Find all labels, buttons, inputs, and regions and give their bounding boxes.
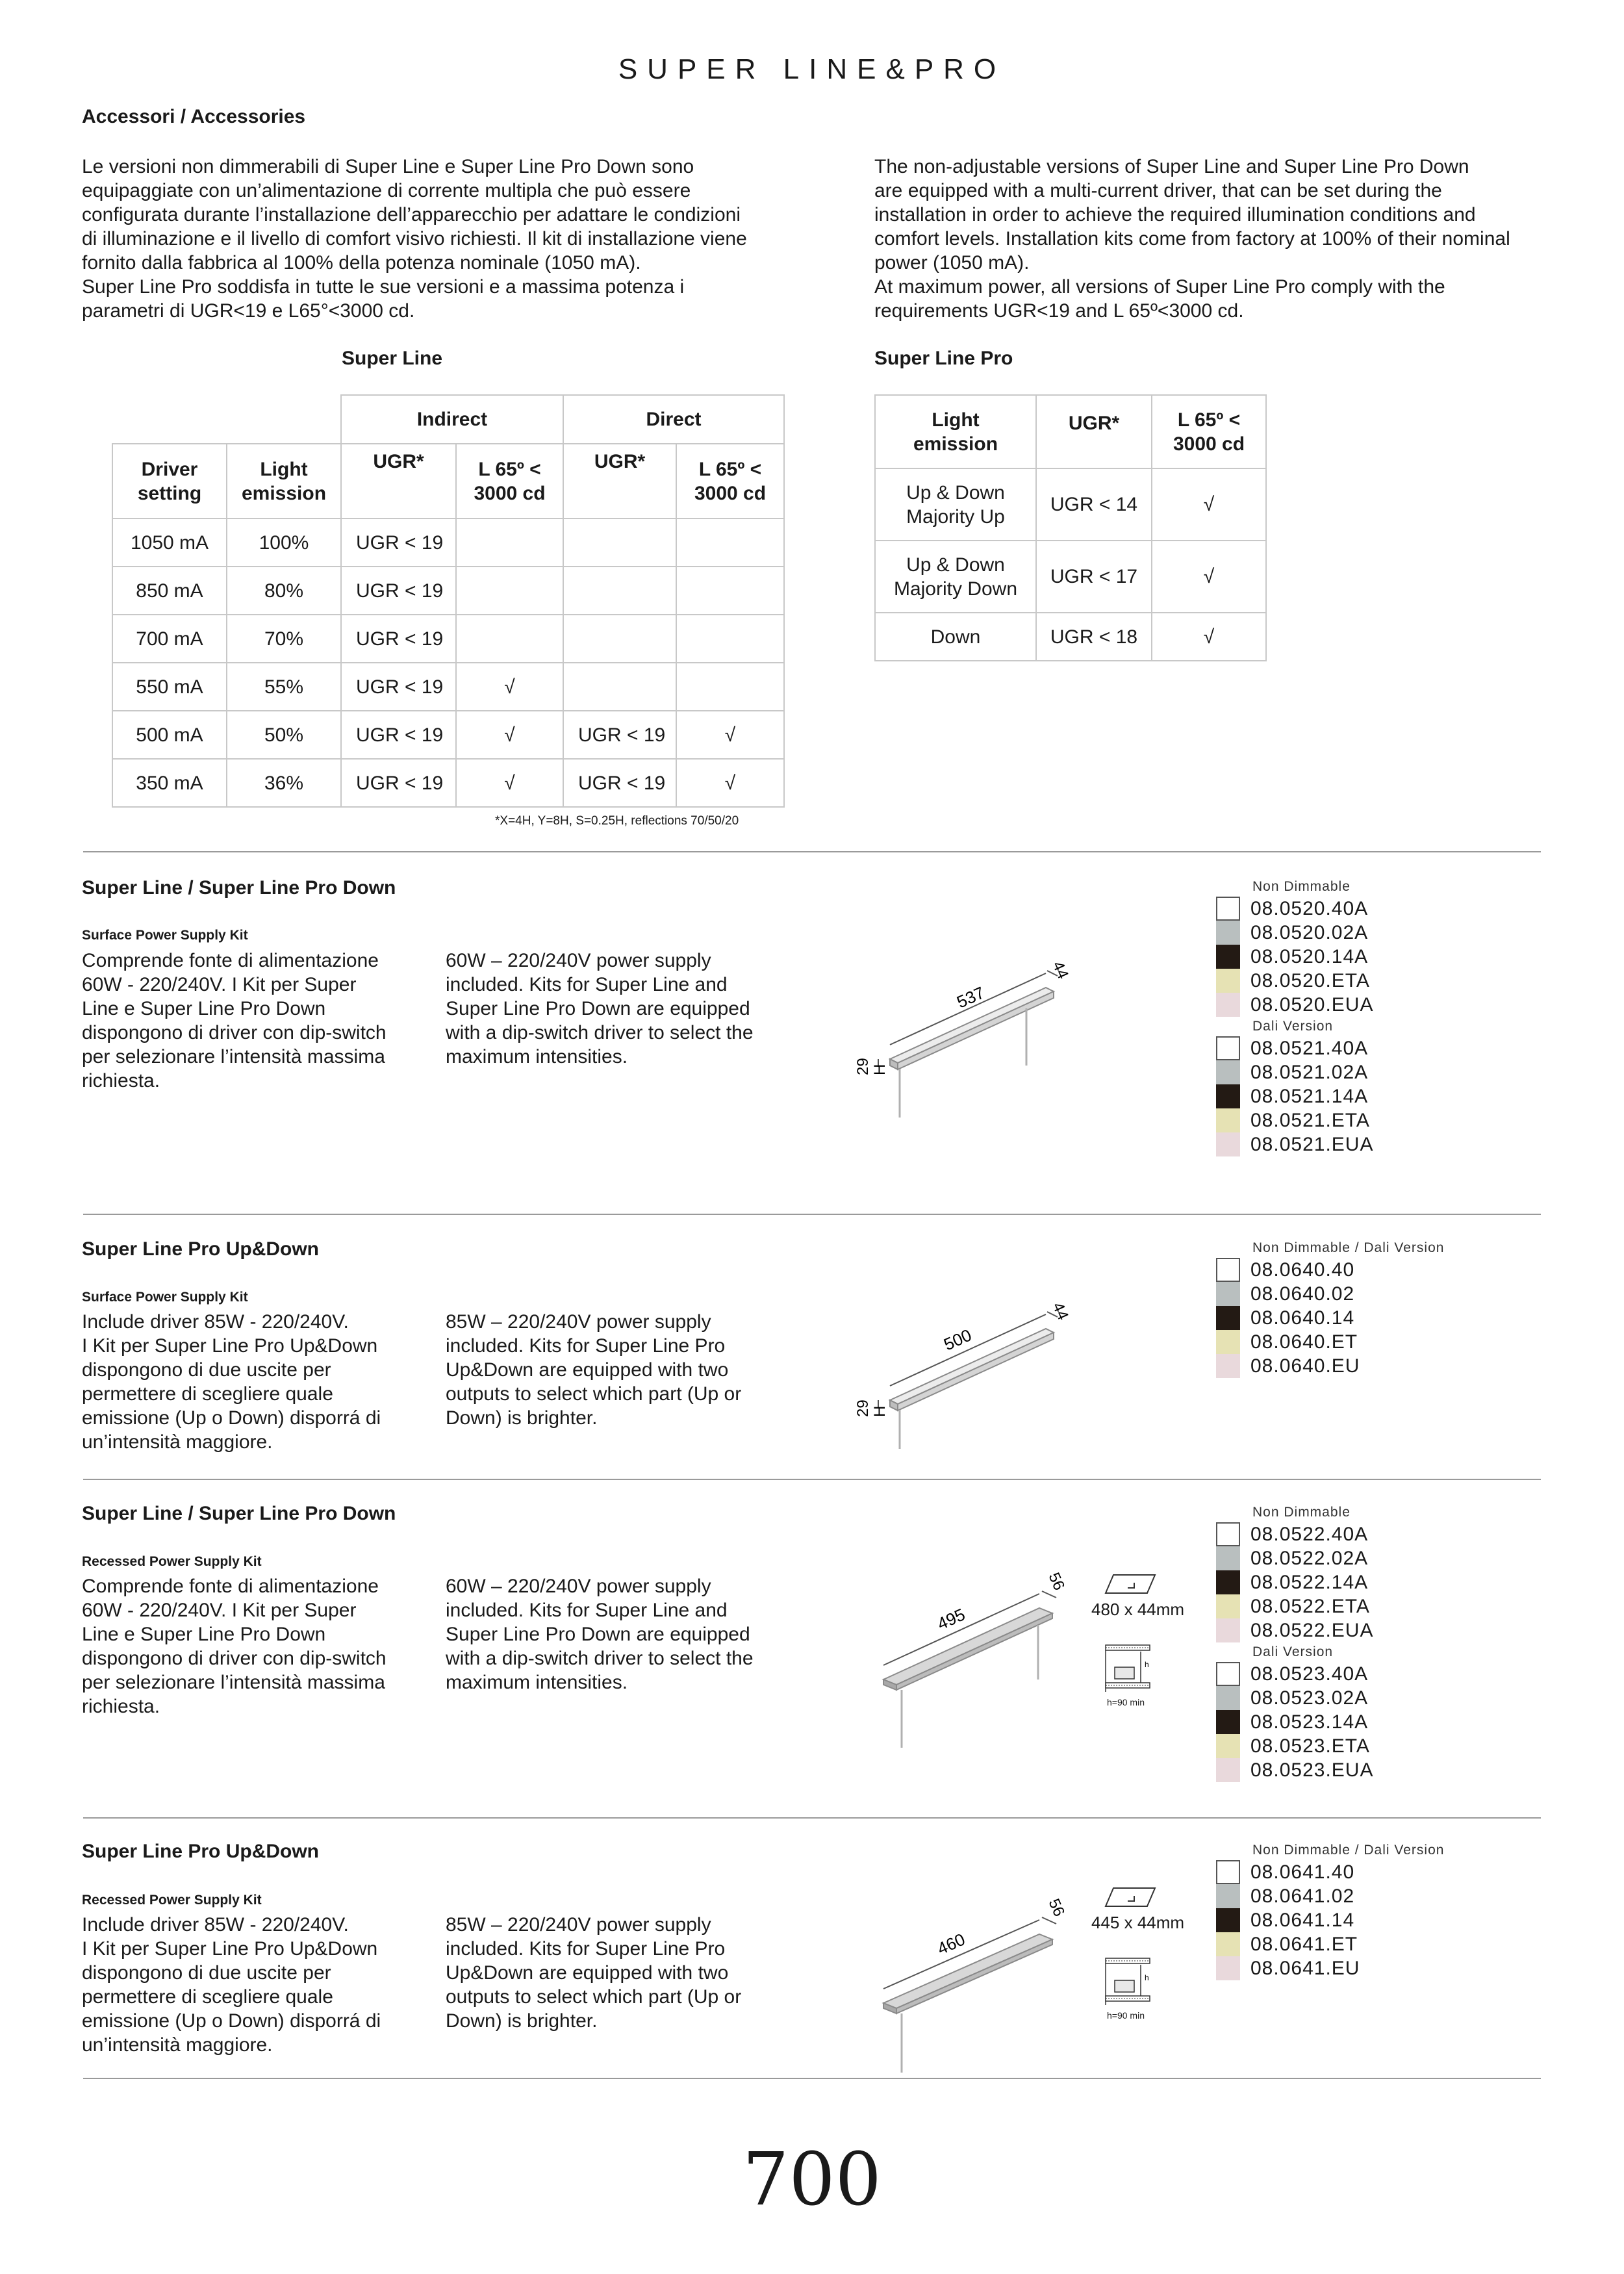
finish-list: [1216, 1503, 1373, 1782]
table-header-cell: UGR*: [563, 444, 676, 518]
kit-label: Recessed Power Supply Kit: [82, 1893, 262, 1908]
table-cell: [456, 567, 563, 615]
table-header-cell: L 65º < 3000 cd: [676, 444, 784, 518]
finish-item: [1216, 921, 1373, 945]
table-title-superlinepro: Super Line Pro: [874, 348, 1013, 369]
product-text-en: 85W – 220/240V power supply included. Kits for Super Line Pro Up&Down are equipped with two outputs to select which part (Up or Down) is brighter.: [446, 1914, 742, 2032]
table-cell: [456, 615, 563, 663]
table-cell: √: [456, 759, 563, 807]
product-code: 08.0522.02A: [1250, 1547, 1369, 1569]
table-cell: Down: [875, 613, 1036, 661]
table-cell: 850 mA: [112, 567, 227, 615]
table-cell: √: [1152, 613, 1266, 661]
ceiling-section-icon: [1104, 1644, 1156, 1696]
finish-item: [1216, 1060, 1373, 1084]
product-code: 08.0521.02A: [1250, 1061, 1369, 1083]
product-code: 08.0521.40A: [1250, 1037, 1369, 1059]
swatch-grey: [1216, 921, 1240, 945]
finish-item: [1216, 1108, 1373, 1132]
product-code: 08.0521.ETA: [1250, 1109, 1370, 1131]
dim-length: 500: [941, 1325, 975, 1355]
swatch-white: [1216, 897, 1240, 921]
product-code: 08.0641.02: [1250, 1885, 1355, 1907]
divider: [83, 851, 1541, 852]
product-text-en: 85W – 220/240V power supply included. Kits for Super Line Pro Up&Down are equipped with two outputs to select which part (Up or Down) is brighter.: [446, 1311, 742, 1429]
dim-height: 29: [854, 1058, 872, 1075]
product-text-it: Include driver 85W - 220/240V. I Kit per Super Line Pro Up&Down dispongono di due uscite per permettere di scegliere quale emissione (Up o Down) disporrá di un’intensità maggiore.: [82, 1914, 381, 2056]
product-code: 08.0523.40A: [1250, 1663, 1369, 1685]
swatch-gold: [1216, 969, 1240, 993]
table-cell: UGR < 19: [341, 759, 456, 807]
product-title: Super Line / Super Line Pro Down: [82, 877, 396, 899]
table-row: [112, 615, 784, 663]
product-code: 08.0641.EU: [1250, 1957, 1360, 1979]
swatch-white: [1216, 1036, 1240, 1060]
finish-item: [1216, 1686, 1373, 1710]
table-cell: [676, 567, 784, 615]
finish-item: [1216, 1546, 1373, 1570]
product-code: 08.0521.14A: [1250, 1085, 1369, 1107]
finish-item: [1216, 897, 1373, 921]
table-group-direct: Direct: [563, 395, 784, 444]
finish-item: [1216, 1258, 1444, 1282]
table-cell: UGR < 19: [341, 711, 456, 759]
finish-item: [1216, 1860, 1444, 1884]
product-code: 08.0522.40A: [1250, 1523, 1369, 1545]
product-code: 08.0523.ETA: [1250, 1735, 1370, 1757]
table-row: [112, 711, 784, 759]
table-header-cell: L 65º < 3000 cd: [456, 444, 563, 518]
product-code: 08.0520.02A: [1250, 921, 1369, 943]
finish-list: [1216, 1238, 1444, 1378]
product-code: 08.0523.14A: [1250, 1711, 1369, 1733]
dim-width: 44: [1048, 1299, 1072, 1323]
dim-width: 44: [1048, 958, 1072, 982]
kit-label: Recessed Power Supply Kit: [82, 1554, 262, 1569]
finish-item: [1216, 1132, 1373, 1156]
finish-item: [1216, 1884, 1444, 1908]
ceiling-section-icon: [1104, 1957, 1156, 2009]
product-code: 08.0640.14: [1250, 1307, 1355, 1329]
swatch-white: [1216, 1522, 1240, 1546]
table-cell: UGR < 18: [1036, 613, 1152, 661]
swatch-black: [1216, 1306, 1240, 1330]
product-code: 08.0520.14A: [1250, 945, 1369, 967]
swatch-pink: [1216, 993, 1240, 1017]
intro-text-it: Le versioni non dimmerabili di Super Line e Super Line Pro Down sono equipaggiate con un’alimentazione di corrente multipla che può essere configurata durante l’installazione dell’apparecchio per adattare le condizioni di illuminazione e il livello di comfort visivo richiesti. Il kit di installazione viene fornito dalla fabbrica al 100% della potenza nominale (1050 mA). Super Line Pro soddisfa in tutte le sue versioni e a massima potenza i parametri di UGR<19 e L65°<3000 cd.: [82, 156, 747, 322]
product-text-it: Include driver 85W - 220/240V. I Kit per Super Line Pro Up&Down dispongono di due uscite per permettere di scegliere quale emissione (Up o Down) disporrá di un’intensità maggiore.: [82, 1311, 381, 1453]
swatch-pink: [1216, 1354, 1240, 1378]
finish-item: [1216, 969, 1373, 993]
table-cell: UGR < 19: [341, 518, 456, 567]
finish-item: [1216, 1710, 1373, 1734]
finish-item: [1216, 1036, 1373, 1060]
section-h-label: h: [1145, 1660, 1149, 1669]
table-row: [875, 468, 1266, 541]
table-cell: [563, 518, 676, 567]
table-cell: [563, 663, 676, 711]
table-cell: 550 mA: [112, 663, 227, 711]
page-title: SUPER LINE&PRO: [618, 53, 1006, 85]
table-row: [875, 613, 1266, 661]
product-code: 08.0641.14: [1250, 1909, 1355, 1931]
finish-item: [1216, 1758, 1373, 1782]
table-cell: √: [1152, 468, 1266, 541]
product-code: 08.0523.02A: [1250, 1687, 1369, 1709]
product-code: 08.0641.40: [1250, 1861, 1355, 1883]
swatch-gold: [1216, 1330, 1240, 1354]
table-blank-cell: [227, 395, 341, 444]
table-row: [112, 663, 784, 711]
table-cell: [676, 518, 784, 567]
product-code: 08.0523.EUA: [1250, 1759, 1374, 1781]
fixture-drawing: [864, 1563, 1078, 1757]
table-cell: 100%: [227, 518, 341, 567]
table-cell: [563, 567, 676, 615]
finish-item: [1216, 993, 1373, 1017]
finish-item: [1216, 1932, 1444, 1956]
finish-group-label: Non Dimmable / Dali Version: [1252, 1240, 1445, 1255]
product-title: Super Line / Super Line Pro Down: [82, 1503, 396, 1524]
swatch-pink: [1216, 1956, 1240, 1980]
swatch-pink: [1216, 1758, 1240, 1782]
finish-list: [1216, 877, 1373, 1156]
finish-item: [1216, 1306, 1444, 1330]
fixture-shape: [883, 1591, 1056, 1748]
swatch-black: [1216, 1084, 1240, 1108]
dim-length: 495: [934, 1604, 969, 1634]
table-cell: √: [456, 663, 563, 711]
table-cell: UGR < 17: [1036, 541, 1152, 613]
table-header-cell: Driver setting: [112, 444, 227, 518]
product-code: 08.0522.EUA: [1250, 1619, 1374, 1641]
product-text-en: 60W – 220/240V power supply included. Kits for Super Line and Super Line Pro Down are equipped with a dip-switch driver to select the maximum intensities.: [446, 1576, 754, 1693]
table-header-cell: UGR*: [1036, 395, 1152, 468]
finish-group-label: Non Dimmable: [1252, 1505, 1351, 1520]
swatch-gold: [1216, 1594, 1240, 1618]
table-cell: UGR < 19: [341, 615, 456, 663]
product-code: 08.0640.40: [1250, 1258, 1355, 1281]
dim-h-label: H: [871, 1405, 889, 1417]
swatch-gold: [1216, 1932, 1240, 1956]
product-code: 08.0640.EU: [1250, 1355, 1360, 1377]
finish-list: [1216, 1841, 1444, 1980]
divider: [83, 1214, 1541, 1215]
finish-item: [1216, 1956, 1444, 1980]
table-title-superline: Super Line: [342, 348, 443, 369]
finish-group-label: Non Dimmable / Dali Version: [1252, 1843, 1445, 1858]
fixture-shape: [883, 1917, 1056, 2073]
table-cell: Up & Down Majority Down: [875, 541, 1036, 613]
swatch-gold: [1216, 1108, 1240, 1132]
table-header-cell: Light emission: [227, 444, 341, 518]
table-row: [875, 541, 1266, 613]
fixture-drawing: [838, 936, 1085, 1131]
finish-item: [1216, 945, 1373, 969]
finish-item: [1216, 1522, 1373, 1546]
min-height-note: h=90 min: [1107, 1697, 1145, 1707]
finish-item: [1216, 1662, 1373, 1686]
cutout-dimension: 480 x 44mm: [1091, 1600, 1185, 1619]
finish-group-label: Dali Version: [1252, 1644, 1334, 1659]
table-header-cell: UGR*: [341, 444, 456, 518]
table-header-cell: L 65º < 3000 cd: [1152, 395, 1266, 468]
finish-item: [1216, 1734, 1373, 1758]
swatch-black: [1216, 1908, 1240, 1932]
table-cell: 500 mA: [112, 711, 227, 759]
table-row: [112, 518, 784, 567]
divider: [83, 2078, 1541, 2079]
finish-group-label: Non Dimmable: [1252, 879, 1351, 894]
table-cell: [676, 663, 784, 711]
table-cell: √: [456, 711, 563, 759]
page-number: 700: [742, 2138, 882, 2222]
cutout-dimension: 445 x 44mm: [1091, 1913, 1185, 1932]
dim-width: 56: [1045, 1896, 1069, 1919]
table-cell: UGR < 19: [563, 711, 676, 759]
swatch-grey: [1216, 1884, 1240, 1908]
swatch-black: [1216, 1710, 1240, 1734]
superline-table: [112, 394, 785, 808]
table-group-indirect: Indirect: [341, 395, 563, 444]
swatch-grey: [1216, 1282, 1240, 1306]
swatch-black: [1216, 1570, 1240, 1594]
min-height-note: h=90 min: [1107, 2010, 1145, 2021]
table-cell: UGR < 14: [1036, 468, 1152, 541]
table-cell: UGR < 19: [341, 567, 456, 615]
fixture-drawing: [864, 1887, 1078, 2082]
table-cell: 1050 mA: [112, 518, 227, 567]
table-cell: 350 mA: [112, 759, 227, 807]
swatch-gold: [1216, 1734, 1240, 1758]
product-code: 08.0520.40A: [1250, 897, 1369, 919]
table-cell: [676, 615, 784, 663]
product-title: Super Line Pro Up&Down: [82, 1238, 320, 1260]
fixture-drawing: [838, 1290, 1085, 1459]
table-cell: 700 mA: [112, 615, 227, 663]
kit-label: Surface Power Supply Kit: [82, 1290, 248, 1305]
dim-height: 29: [854, 1399, 872, 1417]
product-code: 08.0640.ET: [1250, 1331, 1358, 1353]
finish-group-label: Dali Version: [1252, 1019, 1334, 1034]
section-h-label: h: [1145, 1973, 1149, 1982]
cutout-icon: [1104, 1884, 1156, 1910]
dim-h-label: H: [871, 1064, 889, 1075]
product-title: Super Line Pro Up&Down: [82, 1841, 320, 1862]
product-code: 08.0522.14A: [1250, 1571, 1369, 1593]
cutout-icon: [1104, 1571, 1156, 1597]
dim-length: 460: [934, 1929, 969, 1959]
product-code: 08.0521.EUA: [1250, 1133, 1374, 1155]
divider: [83, 1817, 1541, 1819]
swatch-white: [1216, 1860, 1240, 1884]
product-code: 08.0520.ETA: [1250, 969, 1370, 991]
table-cell: √: [676, 759, 784, 807]
finish-item: [1216, 1908, 1444, 1932]
swatch-grey: [1216, 1686, 1240, 1710]
table-cell: 80%: [227, 567, 341, 615]
table-cell: UGR < 19: [341, 663, 456, 711]
table-cell: 55%: [227, 663, 341, 711]
product-code: 08.0640.02: [1250, 1283, 1355, 1305]
kit-label: Surface Power Supply Kit: [82, 928, 248, 943]
intro-text-en: The non-adjustable versions of Super Line and Super Line Pro Down are equipped with a multi-current driver, that can be set during the installation in order to achieve the required illumination conditions and comfort levels. Installation kits come from factory at 100% of their nominal power (1050 mA). At maximum power, all versions of Super Line Pro comply with the requirements UGR<19 and L 65º<3000 cd.: [874, 156, 1510, 322]
finish-item: [1216, 1354, 1444, 1378]
table-cell: UGR < 19: [563, 759, 676, 807]
table-cell: [456, 518, 563, 567]
swatch-black: [1216, 945, 1240, 969]
product-text-it: Comprende fonte di alimentazione 60W - 220/240V. I Kit per Super Line e Super Line Pro Down dispongono di driver con dip-switch per selezionare l’intensità massima richiesta.: [82, 950, 387, 1092]
finish-item: [1216, 1084, 1373, 1108]
table-footnote: *X=4H, Y=8H, S=0.25H, reflections 70/50/20: [495, 814, 739, 828]
finish-item: [1216, 1282, 1444, 1306]
table-header-cell: Light emission: [875, 395, 1036, 468]
swatch-white: [1216, 1662, 1240, 1686]
swatch-grey: [1216, 1546, 1240, 1570]
swatch-pink: [1216, 1618, 1240, 1642]
divider: [83, 1479, 1541, 1480]
table-cell: √: [676, 711, 784, 759]
table-cell: 36%: [227, 759, 341, 807]
finish-item: [1216, 1330, 1444, 1354]
finish-item: [1216, 1594, 1373, 1618]
table-blank-cell: [112, 395, 227, 444]
product-code: 08.0641.ET: [1250, 1933, 1358, 1955]
table-cell: [563, 615, 676, 663]
product-text-en: 60W – 220/240V power supply included. Kits for Super Line and Super Line Pro Down are equipped with a dip-switch driver to select the maximum intensities.: [446, 950, 754, 1067]
swatch-white: [1216, 1258, 1240, 1282]
swatch-grey: [1216, 1060, 1240, 1084]
superlinepro-table: [874, 394, 1267, 661]
product-code: 08.0520.EUA: [1250, 993, 1374, 1016]
dim-width: 56: [1045, 1570, 1069, 1593]
product-text-it: Comprende fonte di alimentazione 60W - 220/240V. I Kit per Super Line e Super Line Pro Down dispongono di driver con dip-switch per selezionare l’intensità massima richiesta.: [82, 1576, 387, 1717]
product-code: 08.0522.ETA: [1250, 1595, 1370, 1617]
table-row: [112, 567, 784, 615]
table-cell: √: [1152, 541, 1266, 613]
finish-item: [1216, 1618, 1373, 1642]
table-row: [112, 759, 784, 807]
dim-length: 537: [954, 982, 988, 1012]
table-cell: Up & Down Majority Up: [875, 468, 1036, 541]
finish-item: [1216, 1570, 1373, 1594]
swatch-pink: [1216, 1132, 1240, 1156]
section-heading: Accessori / Accessories: [82, 106, 306, 127]
table-cell: 70%: [227, 615, 341, 663]
table-cell: 50%: [227, 711, 341, 759]
